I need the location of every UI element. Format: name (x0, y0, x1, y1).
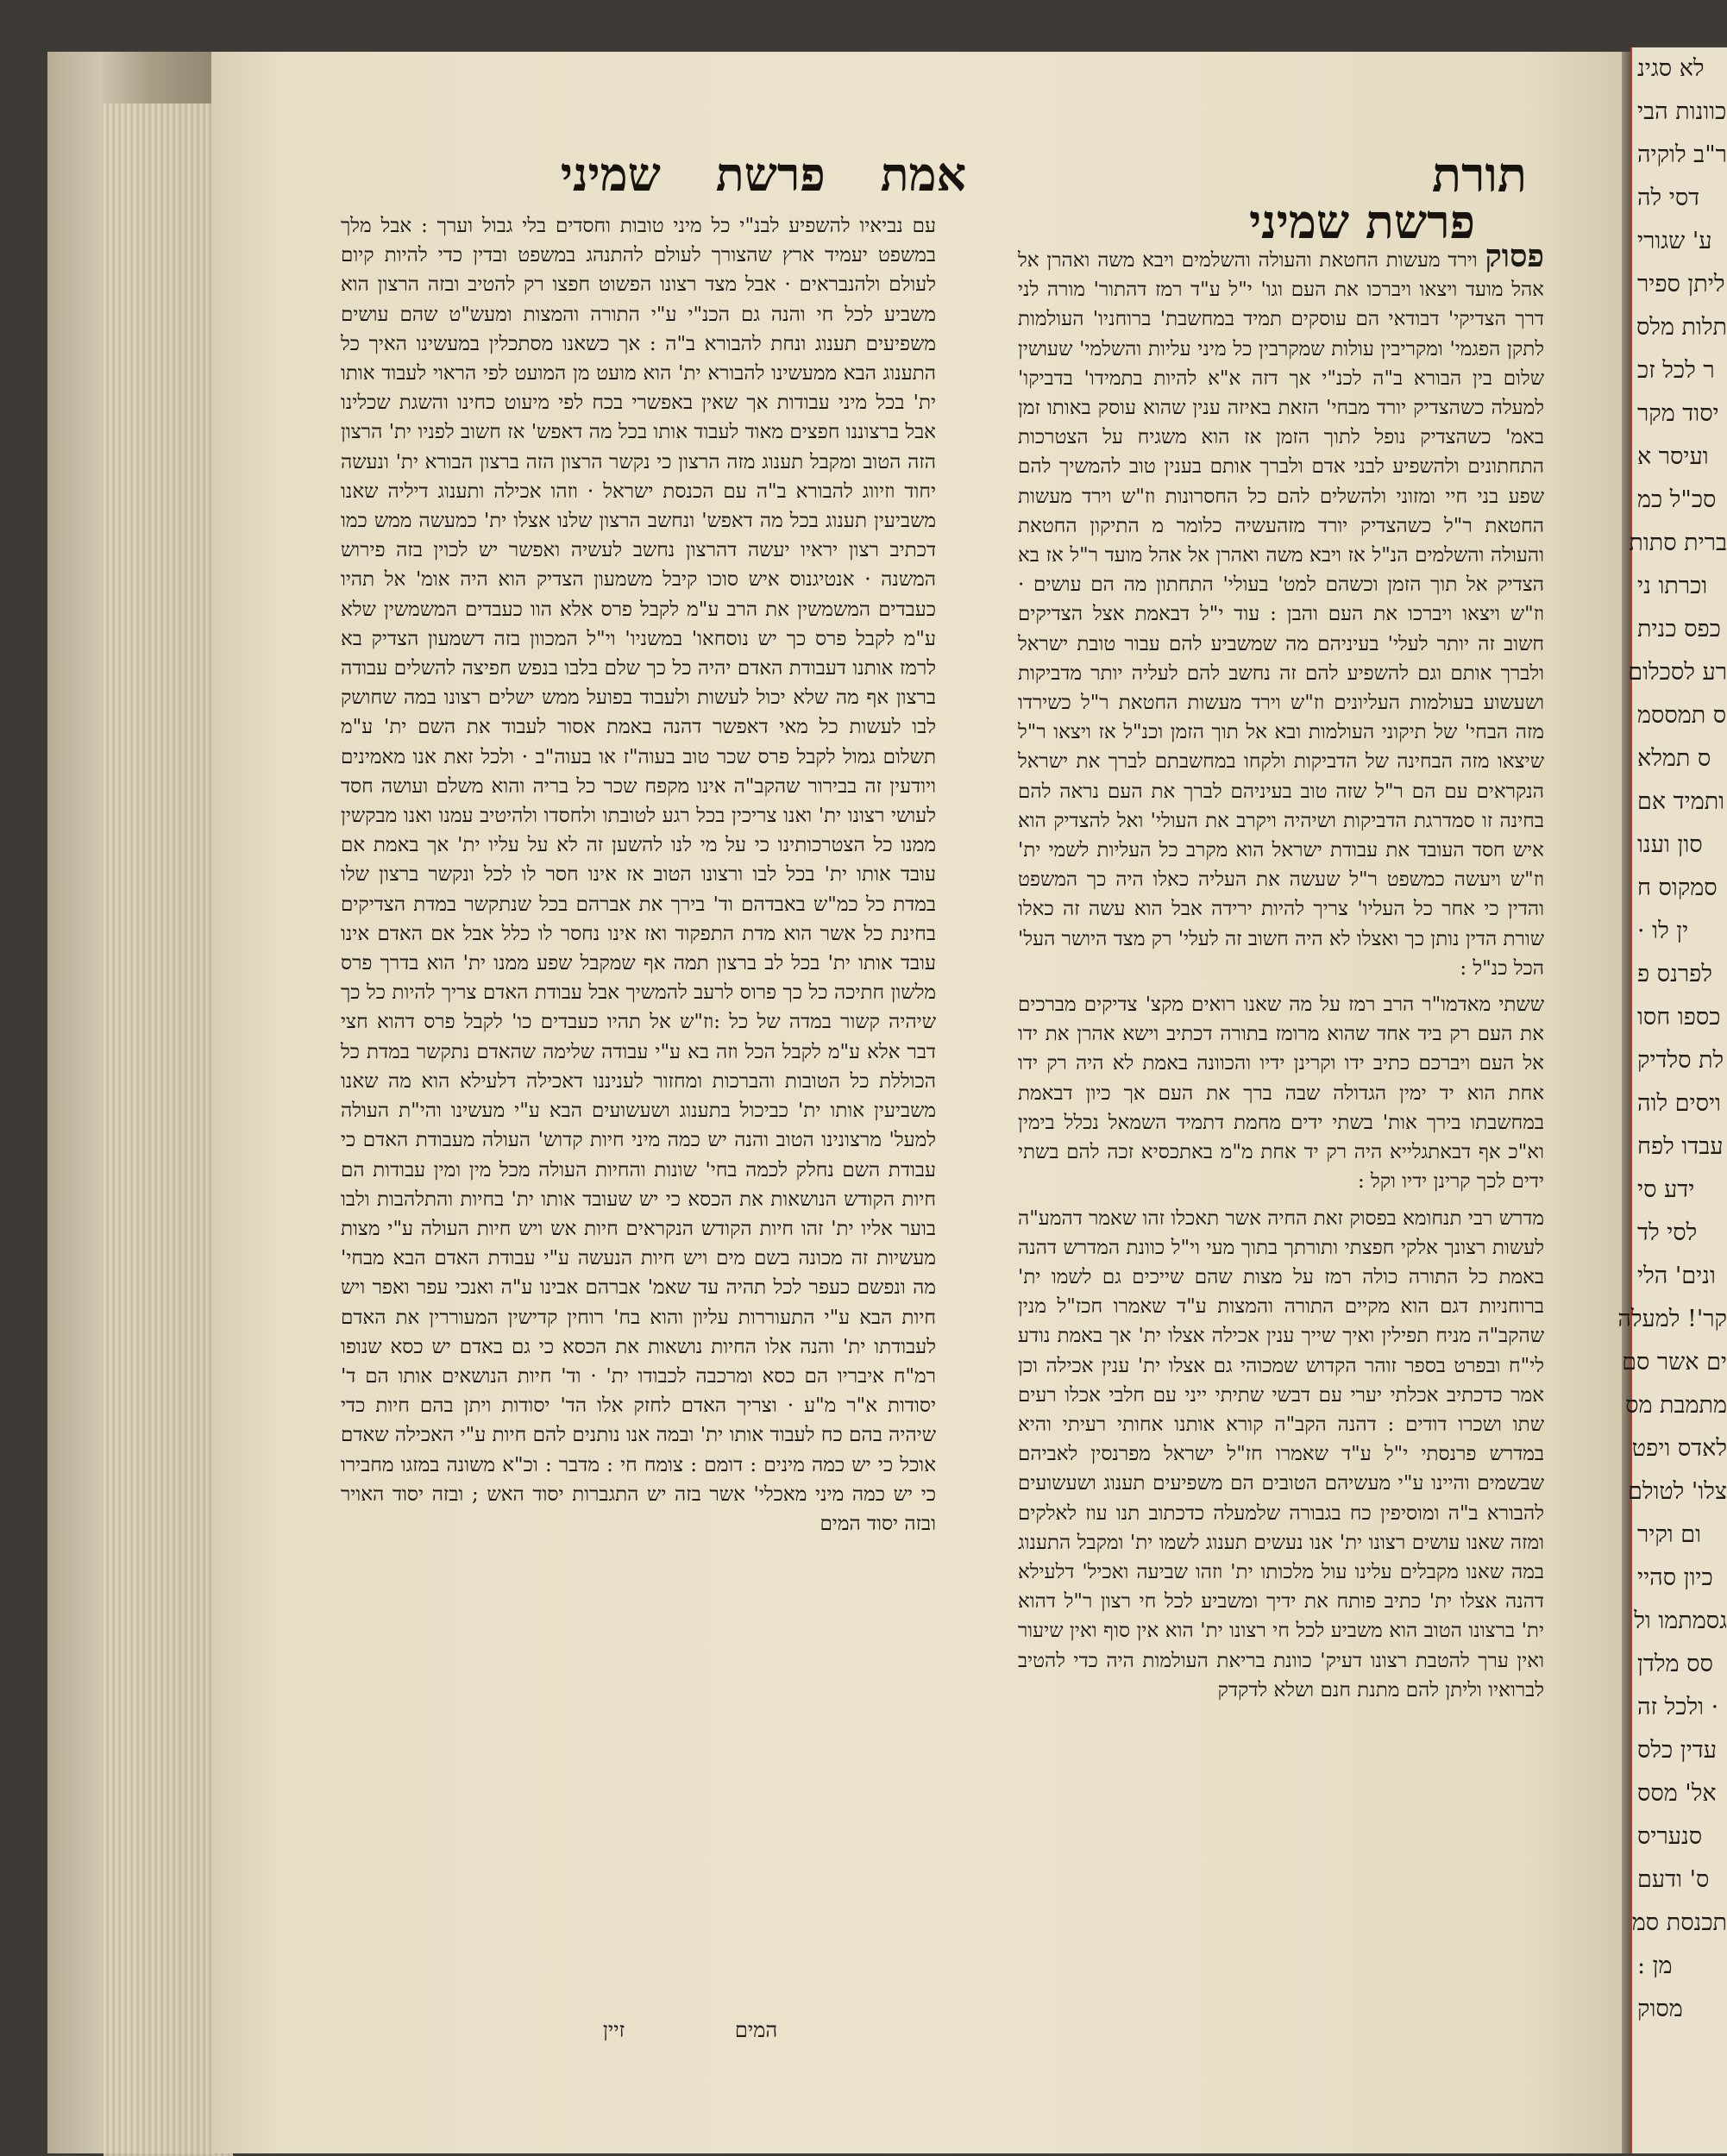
facing-page-fragment (1617, 47, 1727, 2153)
left-page-header: אמת פרשת שמיני (560, 147, 967, 202)
facing-page-line: כספו חסו (1637, 1004, 1721, 1031)
left-text-column (341, 211, 936, 1545)
facing-page-line: ויסים לוה (1637, 1090, 1721, 1117)
facing-page-line: גסמתמו ול (1634, 1608, 1727, 1634)
facing-page-line: כיון סהיי (1637, 1564, 1713, 1591)
facing-page-line: צלו' לטולם (1627, 1478, 1727, 1505)
right-column-paragraph-1-text: וירד מעשות החטאת והעולה והשלמים ויבא משה ואהרן אל אהל מועד ויצאו ויברכו את העם וגו' י"ל ע"ד רמז דהתור' מורה לני דרך הצדיקי' דבודאי הם עוסקים תמיד במחשבת' ברוחניו' העולמות לתקן הפגמי' ומקריבין עולות שמקרבין כל מיני עליות והשלמי' שעושין שלום בין הבורא ב"ה לכנ"י אך דזה א"א להיות בתמידו' בדביקו' למעלה כשהצדיק יורד מבחי' הזאת באיזה ענין שהוא עוסק באותו זמן באמ' כשהצדיק נופל לתוך הזמן אז הוא משגיח על הצטרכות התחתונים ולהשפיע לבני אדם ולברך אותם בענין טוב להמשיך להם שפע בני חיי ומזוני ולהשלים להם כל החסרונות וז"ש וירד מעשות החטאת ר"ל כשהצדיק יורד מזהעשיה כלומר מ התיקון החטאת והעולה והשלמים הנ"ל אז ויבא משה ואהרן אל אהל מועד ר"ל אז בא הצדיק אל תוך הזמן וכשהם למט' בעולי' התחתון מה הם עושים · וז"ש ויצאו ויברכו את העם והבן : עוד י"ל דבאמת אצל הצדיקים חשוב זה יותר לעלי' בעיניהם מה שמשביע להם עבור טובת ישראל ולברך אותם וגם להשפיע להם זה נחשב להם לעליה יותר מדביקות ושעשוע בעולמות העליונים וז"ש וירד מעשות החטאת ר"ל כשירדו מזה הבחי' של תיקוני העולמות ובא אל תוך הזמן וכנ"ל אז ויצאו ר"ל שיצאו מזה הבחינה של הדביקות ולקחו במחשבתם לברך את ישראל הנקראים עם הם ר"ל שזה טוב בעיניהם לברך את העם נראה להם בחינה זו סמדרגת הדביקות ושיהיה ויקרב את העולי' ואל להצדיק הוא איש חסד העובד את עבודת ישראל הוא מקרב כל העליות לשמי ית' וז"ש ויעשה כמשפט ר"ל שעשה את העליה כאלו היה כך המשפט והדין כי אחר כל העליו' צריך להיות ירידה אבל הוא עשה זה כאלו שורת הדין נותן כך ואצלו לא היה חשוב זה לעלי' רק מצד היושר העל' הכל כנ"ל : (1018, 249, 1544, 980)
right-column-paragraph-3: מדרש רבי תנחומא בפסוק זאת החיה אשר תאכלו זהו שאמר דהמע"ה לעשות רצונך אלקי חפצתי ותורתך בתוך מעי וי"ל כוונת המדרש דהנה באמת כל התורה כולה רמז על מצות שהם שייכים גם לשמו ית' ברוחניות דגם הוא מקיים התורה והמצות ע"ד שאמרו חכז"ל מנין שהקב"ה מניח תפילין ואיך שייך ענין אכילה אצלו ית' אך באמת נודע לי"ח ובפרט בספר זוהר הקדוש שמכוהי גם אצלו ית' ענין אכילה וכן אמר כדכתיב אכלתי יערי עם דבשי שתיתי ייני עם חלבי אכלו רעים שתו ושכרו דודים : דהנה הקב"ה קורא אותנו אחותי רעיתי והיא במדרש פרנסתי י"ל ע"ד שאמרו חז"ל ישראל מפרנסין לאביהם שבשמים והיינו ע"י מעשיהם הטובים הם משפיעים תענוג ושעשועים להבורא ב"ה ומוסיפין כח בגבורה שלמעלה כדכתוב תנו עוז לאלקים ומזה שאנו עושים רצונו ית' אנו נעשים תענוג לשמו ית' ומקבל התענוג במה שאנו מקבלים עלינו עול מלכותו ית' וזהו שביעה ואכיל' דלעילא דהנה אצלו ית' כתיב פותח את ידיך ומשביע לכל חי רצון ר"ל דהוא ית' ברצונו הטוב הוא משביע לכל חי רצונו ית' הוא אין סוף ואין שיעור ואין ערך להטבת רצונו דעיק' כוונת בריאת העולמות היה כדי להטיב לברואיו וליתן להם מתנת חנם ושלא לדקדק (1018, 1206, 1544, 1702)
facing-page-line: מתמבת מס (1625, 1392, 1727, 1419)
facing-page-line: יסוד מקר (1637, 400, 1719, 427)
facing-page-line: ונים' הלי (1637, 1263, 1716, 1289)
facing-page-line: ר לכל זכ (1637, 357, 1715, 384)
right-text-column (1018, 238, 1545, 1712)
facing-page-line: מסוק (1637, 1996, 1683, 2022)
lead-word: פסוק (1485, 238, 1545, 274)
signature-mark: זיין (602, 2018, 625, 2042)
facing-page-line: ס תמלא (1637, 745, 1711, 772)
facing-page-line: ים אשר סם (1622, 1349, 1727, 1376)
right-column-paragraph-2: ששתי מאדמו"ר הרב רמז על מה שאנו רואים מקצ' צדיקים מברכים את העם רק ביד אחד שהוא מרומז בתורה דכתיב וישא אהרן את ידו אל העם ויברכם כתיב ידו וקרינן ידיו והכוונה באמת לא היה רק ידו אחת הוא יד ימין הגדולה שבה ברך את העם אך כיון דבאמת במחשבתו בירך אות' בשתי ידים מחמת דתמיד השמאל נכלל בימין וא"כ אף דבאתגלייא היה רק יד אחת מ"מ באתכסיא זכה להם בשתי ידים לכך קרינן ידיו וקל : (1018, 993, 1544, 1194)
facing-page-line: לאדס ויפט (1631, 1435, 1727, 1462)
facing-page-line: לת סלדיק (1637, 1047, 1724, 1074)
catchword: המים (734, 2018, 778, 2042)
facing-page-line: סמקוס ח (1637, 874, 1718, 901)
facing-page-line: סנעריס (1637, 1823, 1703, 1850)
facing-page-line: ום וקיר (1637, 1521, 1702, 1548)
facing-page-line: וכרתו ני (1637, 573, 1708, 599)
facing-page-line: כפס כנית (1637, 616, 1721, 642)
facing-page-line: ידע סי (1637, 1176, 1695, 1203)
facing-page-line: קר'! למעלה (1617, 1306, 1727, 1332)
facing-page-line: תלות מלס (1636, 314, 1727, 341)
facing-page-line: תכנסת סמ (1631, 1909, 1727, 1936)
right-column-paragraph-1 (1018, 238, 1545, 983)
facing-page-line: לפרנס פ (1637, 961, 1712, 987)
facing-page-line: עדין כלס (1637, 1737, 1717, 1764)
facing-page-line: ברית סתות (1629, 530, 1727, 556)
facing-page-line: לסי לד (1637, 1219, 1698, 1246)
facing-page-line: אל' מסס (1637, 1780, 1717, 1807)
facing-page-line: ר"ב לוקיה (1637, 141, 1727, 168)
facing-page-line: ליתן ספיר (1637, 271, 1725, 298)
facing-page-line: ותמיד אם (1637, 788, 1725, 815)
left-column-paragraph: עם נביאיו להשפיע לבנ"י כל מיני טובות וחסדים בלי גבול וערך : אבל מלך במשפט יעמיד ארץ שהצורך לעולם להתנהג במשפט ובדין כדי להיות קיום לעולם ולהנבראים · אבל מצד רצונו הפשוט חפצו רק להטיב ובזה הרצון הוא משביע לכל חי והנה גם הכנ"י ע"י התורה והמצות ומעש"ט שהם עושים משפיעים תענוג ונחת להבורא ב"ה : אך כשאנו מסתכלין במעשינו האיך כל התענוג הבא ממעשינו להבורא ית' הוא מועט מן המועט לפי הראוי לעבוד אותו ית' בכל מיני עבודות אך שאין באפשרי בכח לפי מיעוט כחינו והשגת שכלינו אבל ברצוננו חפצים מאוד לעבוד אותו בכל מה דאפש' אז חשוב לפניו ית' הרצון הזה הטוב ומקבל תענוג מזה הרצון כי נקשר הרצון הזה ברצון הבורא ית' ונעשה יחוד וזיווג להבורא ב"ה עם הכנסת ישראל · וזהו אכילה ותענוג דיליה שאנו משביעין תענוג בכל מה דאפש' ונחשב הרצון שלנו אצלו ית' כמעשה ממש כמו דכתיב רצון יראיו יעשה דהרצון נחשב לעשיה ואפשר יש לכוין בזה פירוש המשנה · אנטיגנוס איש סוכו קיבל משמעון הצדיק הוא היה אומ' אל תהיו כעבדים המשמשין את הרב ע"מ לקבל פרס אלא הוו כעבדים המשמשין שלא ע"מ לקבל פרס כך יש נוסחאו' במשניו' וי"ל המכוון בזה דשמעון הצדיק בא לרמז אותנו דעבודת האדם יהיה כל כך שלם בלבו בנפש חפיצה להשלים עבודה ברצון אף מה שלא יכול לעשות ולעבוד בפועל ממש ישלים רצונו במה שחושק לבו לעשות כל מאי דאפשר דהנה באמת אסור לעבוד את השם ית' ע"מ תשלום גמול לקבל פרס שכר טוב בעוה"ז או בעוה"ב · ולכל זאת אנו מאמינים ויודעין זה בבירור שהקב"ה אינו מקפח שכר כל בריה והוא משלם ועושה חסד לעושי רצונו ית' ואנו צריכין בכל רגע לטובתו ולחסדו ולהיטיב עמנו ואנו מבקשין ממנו כל הצטרכותינו כי על מי לנו להשען זה לא על עליו ית' אך באמת אם עובד אותו ית' בכל לבו ורצונו הטוב אז אינו חסר לו לכל ונקשר ברצון שלו במדת כל כמ"ש באבדהם וד' בירך את אברהם בכל שנתקשר במדת הצדיקים בחינת כל אשר הוא מדת התפקוד ואז אינו נחסר לו כלל אבל אם האדם אינו עובד אותו ית' בכל לב ברצון תמה אף שמקבל שפע ממנו ית' הוא בדרך פרס מלשון חתיכה כל כך פרוס לרעב להמשיך אבל עבודת האדם צריך להיות כל כך שיהיה קשור במדה של כל :וז"ש אל תהיו כעבדים כו' לקבל פרס דהוא חצי דבר אלא ע"מ לקבל הכל וזה בא ע"י עבודה שלימה שהאדם נתקשר במדת כל הכוללת כל הטובות והברכות ומחזור לעניננו דאכילה דלעילא הוא מה שאנו משביעין אותו ית' כביכול בתענוג ושעשועים הבא ע"י מעשינו והי"ת העולה למעל' מרצונינו הטוב והנה יש כמה מיני חיות קדוש' העולה מעבודת האדם כי עבודת השם נחלק לכמה בחי' שונות והחיות העולה מכל מין ומין עבודות הם חיות הקודש הנושאות את הכסא כי יש שעובד אותו ית' בחיות והתלהבות ולבו בוער אליו ית' זהו חיות הקודש הנקראים חיות אש ויש חיות העולה ע"י מצות מעשיות זה מכונה בשם מים ויש חיות הנעשה ע"י עבודת האדם הבא מבחי' מה ונפשם כעפר לכל תהיה עד שאמ' אברהם אבינו ע"ה ואנכי עפר ואפר ויש חיות הבא ע"י התעוררות עליון והוא בח' רוחין קדישין המעוררין את האדם לעבודתו ית' והנה אלו החיות נושאות את הכסא כי גם באדם יש כסא שנופו רמ"ח איבריו הם כסא ומרכבה לכבודו ית' · וד' חיות הנושאים אותו הם ד' יסודות א"ר מ"ע · וצריך האדם לחזק אלו הד' יסודות ויתן בהם חיות כדי שיהיה בהם כח לעבוד אותו ית' ובמה אנו נותנים להם חיות ע"י האכילה שאדם אוכל כי יש כמה מינים : דומם : צומח חי : מדבר : וכ"א משונה במזגו מחבירו כי יש כמה מיני מאכלי' אשר בזה יש התגברות יסוד האש ; ובזה יסוד האויר ובזה יסוד המים (341, 215, 936, 1535)
right-page-header: תורת (1431, 147, 1527, 204)
facing-page-line: סכ"ל כמ (1637, 486, 1717, 513)
parasha-subtitle: פרשת שמיני (1249, 194, 1475, 249)
facing-page-line: ועיסר א (1637, 443, 1709, 470)
facing-page-line: לא סגינ (1637, 55, 1705, 82)
facing-page-line: ע' שגורי (1637, 228, 1712, 254)
facing-page-line: סון וענו (1637, 831, 1703, 858)
facing-page-line: כוונות הבי (1637, 98, 1727, 125)
facing-page-line: ס תמססמ (1637, 702, 1727, 729)
facing-page-line: מן : (1637, 1952, 1673, 1979)
page-footer (388, 2018, 992, 2043)
facing-page-line: רע לסכלום (1628, 659, 1727, 686)
facing-page-line: דסי לה (1637, 185, 1700, 211)
facing-page-line: ין לו · (1637, 918, 1689, 944)
facing-page-line: סס מלדן (1637, 1651, 1713, 1677)
facing-page-line: עבדו לפח (1637, 1133, 1724, 1160)
facing-page-line: · ולכל זה (1637, 1694, 1719, 1720)
facing-page-line: ס' ודעם (1637, 1866, 1710, 1893)
